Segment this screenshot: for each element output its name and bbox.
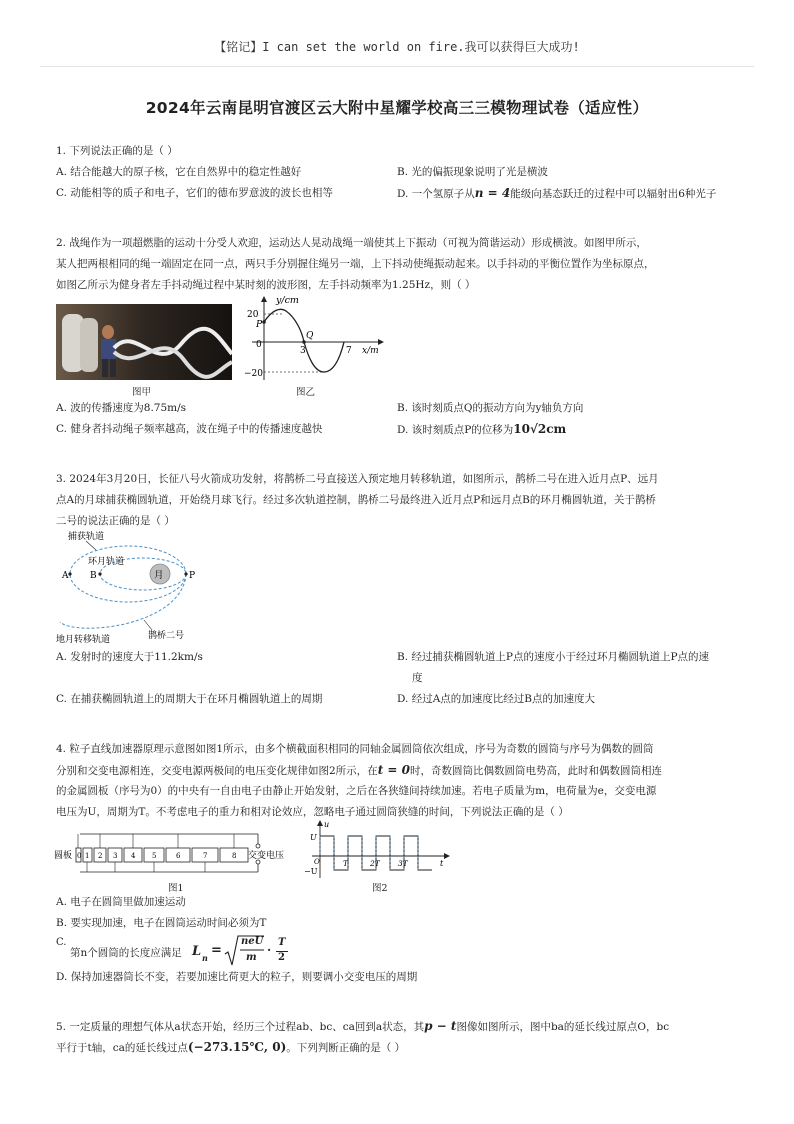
q1-d-text: D. 一个氢原子从 [397,188,475,200]
q3-option-d: D. 经过A点的加速度比经过B点的加速度大 [397,693,596,705]
q5-stem-line2 [56,1040,405,1055]
tube-4: 4 [131,852,136,860]
tube-6: 6 [176,852,181,860]
battle-rope-photo [56,304,232,380]
q3-stem-line3: 二号的说法正确的是（ ） [56,515,175,527]
y-axis-label: y/cm [276,295,299,306]
tube-0: 0 [77,852,82,860]
q2-d-formula: 10√2cm [513,422,567,436]
q4-c-text: 第n个圆筒的长度应满足 [70,947,182,959]
tick-3t: 3T [398,859,408,868]
q4-option-d: D. 保持加速器筒长不变，若要加速比荷更大的粒子，则要调小交变电压的周期 [56,971,418,983]
q2-stem-line3: 如图乙所示为健身者左手抖动绳过程中某时刻的波形图，左手抖动频率为1.25Hz，则（ ） [56,279,476,291]
x-tick-3: 3 [300,346,306,356]
q4-option-a: A. 电子在圆筒里做加速运动 [56,896,186,908]
q2-stem-line1: 2. 战绳作为一项超燃脂的运动十分受人欢迎，运动达人晃动战绳一端使其上下振动（可视为简谐运动）形成横波。如图甲所示， [56,237,647,249]
q3-stem-line2: 点A的月球捕获椭圆轨道，开始绕月球飞行。经过多次轨道控制，鹊桥二号最终进入近月点P和远月点B的环月椭圆轨道，关于鹊桥 [56,494,656,506]
tick-2t: 2T [370,859,380,868]
tube-3: 3 [113,852,118,860]
header-divider [40,66,754,67]
q4-stem-line2 [56,763,662,778]
point-p-label: P [189,571,196,581]
origin-label: 0 [256,340,262,350]
point-p-label: P [256,320,263,330]
q4-c-formula [192,934,302,968]
formula-eq: = [211,943,222,958]
q5-stem-text: 5. 一定质量的理想气体从a状态开始，经历三个过程ab、bc、ca回到a状态，其 [56,1021,425,1033]
y-tick-top: 20 [247,310,259,320]
tube-7: 7 [203,852,208,860]
q2-option-b: B. 该时刻质点Q的振动方向为y轴负方向 [397,402,584,414]
q4-accelerator-diagram [54,826,294,880]
q3-option-b-cont: 度 [412,672,423,684]
x-axis-label: x/m [362,346,379,356]
formula-num: neU [241,936,264,947]
q5-stem-text-3: 平行于t轴，ca的延长线过点 [56,1042,188,1054]
tube-5: 5 [152,852,157,860]
q4-option-c [56,934,456,968]
q5-stem-formula-2: (−273.15℃, 0) [187,1040,287,1054]
q4-c-letter: C. [56,937,67,948]
u-neg-label: −U [304,867,318,876]
moon-label: 月 [154,570,164,581]
ring-orbit-label: 环月轨道 [88,557,125,567]
q5-stem-text-2: 图像如图所示，图中ba的延长线过原点O，bc [456,1021,670,1033]
point-b-label: B [90,571,97,581]
q1-option-b: B. 光的偏振现象说明了光是横波 [397,166,548,178]
q2-wave-graph [244,292,392,386]
q1-option-d [397,186,716,201]
q4-fig1-caption: 图1 [168,883,184,894]
formula-den: m [246,952,257,963]
q2-option-c: C. 健身者抖动绳子频率越高，波在绳子中的传播速度越快 [56,423,323,435]
q1-option-a: A. 结合能越大的原子核，它在自然界中的稳定性越好 [56,166,302,178]
tube-1: 1 [85,852,90,860]
q4-stem-text-2: 时，奇数圆筒比偶数圆筒电势高，此时和偶数圆筒相连 [410,765,662,777]
paper-title: 2024年云南昆明官渡区云大附中星耀学校高三三模物理试卷（适应性） [145,99,649,117]
formula-sub: n [202,953,208,963]
q3-option-c: C. 在捕获椭圆轨道上的周期大于在环月椭圆轨道上的周期 [56,693,323,705]
tube-2: 2 [98,852,103,860]
y-tick-bottom: −20 [244,369,263,379]
q4-voltage-graph [298,818,458,882]
q2-option-d [397,422,566,437]
satellite-label: 鹊桥二号 [148,631,185,641]
q4-fig2-caption: 图2 [372,883,388,894]
point-q-label: Q [306,331,314,341]
q4-stem-line4: 电压为U，周期为T。不考虑电子的重力和相对论效应，忽略电子通过圆筒狭缝的时间，下列说法正确的是（ ） [56,806,569,818]
q2-fig2-caption: 图乙 [296,387,316,398]
q2-stem-line2: 某人把两根相同的绳一端固定在同一点，两只手分别握住绳另一端，上下抖动使绳振动起来。以手抖动的平衡位置作为坐标原点， [56,258,655,270]
q5-stem-formula: p − t [424,1019,457,1033]
header-motto: 【铭记】I can set the world on fire.我可以获得巨大成功! [214,40,580,54]
q4-option-b: B. 要实现加速，电子在圆筒运动时间必须为T [56,917,267,929]
point-a-label: A [62,571,69,581]
q1-d-formula: n = 4 [474,186,511,200]
t-axis-label: t [440,859,444,868]
ac-source-label: 交变电压 [248,851,285,861]
formula-l: L [192,944,202,959]
q1-option-c: C. 动能相等的质子和电子，它们的德布罗意波的波长也相等 [56,187,333,199]
origin-label: O [314,858,320,866]
q2-fig1-caption: 图甲 [132,387,152,398]
q3-stem-line1: 3. 2024年3月20日，长征八号火箭成功发射，将鹊桥二号直接送入预定地月转移轨道，如图所示，鹊桥二号在进入近月点P、远月 [56,473,659,485]
q4-stem-line1: 4. 粒子直线加速器原理示意图如图1所示，由多个横截面积相同的同轴金属圆筒依次组成，序号为奇数的圆筒与序号为偶数的圆筒 [56,743,654,755]
capture-orbit-label: 捕获轨道 [68,532,105,542]
q3-option-a: A. 发射时的速度大于11.2km/s [56,651,203,663]
formula-frac-den: 2 [278,952,285,963]
q2-d-text: D. 该时刻质点P的位移为 [397,424,514,436]
formula-frac-num: T [278,937,286,948]
u-pos-label: U [310,833,317,842]
tick-t: T [343,859,349,868]
q4-stem-formula: t = 0 [377,763,410,777]
transfer-orbit-curve [60,574,186,628]
q3-option-b: B. 经过捕获椭圆轨道上P点的速度小于经过环月椭圆轨道上P点的速 [397,651,710,663]
tube-8: 8 [232,852,237,860]
x-tick-7: 7 [346,346,352,356]
q2-option-a: A. 波的传播速度为8.75m/s [56,402,187,414]
point-p-dot [262,320,266,324]
q5-stem-line1 [56,1019,669,1034]
q3-orbit-diagram [56,528,206,646]
q5-stem-text-4: 。下列判断正确的是（ ） [286,1042,406,1054]
formula-dot: · [267,943,272,957]
q1-d-text-2: 能级向基态跃迁的过程中可以辐射出6种光子 [510,188,717,200]
plate-label: 圆板 [54,851,73,861]
transfer-orbit-label: 地月转移轨道 [56,635,111,645]
u-axis-label: u [324,820,330,829]
q4-stem-line3: 的金属圆板（序号为0）的中央有一自由电子由静止开始发射，之后在各狭缝间持续加速。若电子质量为m，电荷量为e，交变电源 [56,785,657,797]
q4-stem-text: 分别和交变电源相连，交变电源两极间的电压变化规律如图2所示，在 [56,765,378,777]
q1-stem: 1. 下列说法正确的是（ ） [56,145,178,157]
